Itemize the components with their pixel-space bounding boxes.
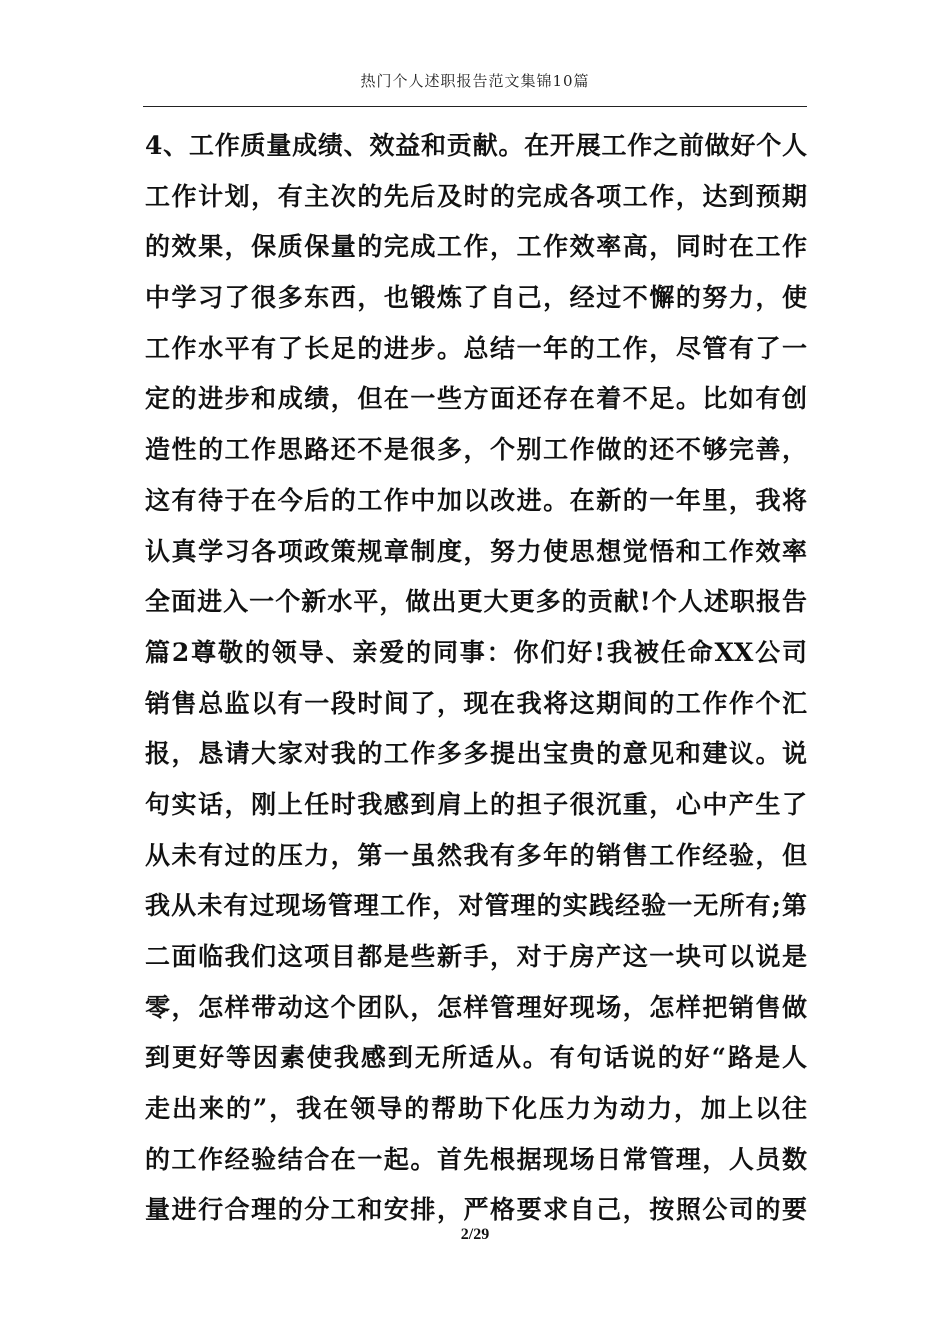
page-number: 2/29 (460, 1226, 490, 1243)
text-line: 篇2尊敬的领导、亲爱的同事：你们好!我被任命XX公司 (145, 637, 807, 667)
text-line: 到更好等因素使我感到无所适从。有句话说的好“路是人 (145, 1043, 807, 1073)
header-divider (143, 106, 807, 107)
text-line: 造性的工作思路还不是很多，个别工作做的还不够完善， (145, 435, 807, 465)
text-line: 走出来的”，我在领导的帮助下化压力为动力，加上以往 (145, 1094, 807, 1124)
text-line: 的效果，保质保量的完成工作，工作效率高，同时在工作 (145, 232, 807, 262)
text-line: 全面进入一个新水平，做出更大更多的贡献!个人述职报告 (145, 587, 807, 617)
text-line: 我从未有过现场管理工作，对管理的实践经验一无所有;第 (145, 891, 807, 921)
text-line: 从未有过的压力，第一虽然我有多年的销售工作经验，但 (145, 840, 807, 870)
document-body (145, 121, 807, 1236)
text-line: 认真学习各项政策规章制度，努力使思想觉悟和工作效率 (145, 536, 807, 566)
text-line: 定的进步和成绩，但在一些方面还存在着不足。比如有创 (145, 384, 807, 414)
text-line: 量进行合理的分工和安排，严格要求自己，按照公司的要 (145, 1195, 807, 1225)
text-line: 句实话，刚上任时我感到肩上的担子很沉重，心中产生了 (145, 789, 807, 819)
text-line: 二面临我们这项目都是些新手，对于房产这一块可以说是 (145, 942, 807, 971)
text-line: 中学习了很多东西，也锻炼了自己，经过不懈的努力，使 (145, 283, 807, 313)
page-header-title: 热门个人述职报告范文集锦10篇 (360, 72, 590, 90)
text-line: 工作水平有了长足的进步。总结一年的工作，尽管有了一 (145, 333, 807, 363)
text-line: 的工作经验结合在一起。首先根据现场日常管理，人员数 (145, 1144, 807, 1174)
text-line: 报，恳请大家对我的工作多多提出宝贵的意见和建议。说 (145, 739, 807, 769)
text-line: 4、工作质量成绩、效益和贡献。在开展工作之前做好个人 (145, 131, 807, 160)
text-line: 这有待于在今后的工作中加以改进。在新的一年里，我将 (145, 485, 807, 515)
text-line: 工作计划，有主次的先后及时的完成各项工作，达到预期 (145, 181, 807, 211)
text-line: 零，怎样带动这个团队，怎样管理好现场，怎样把销售做 (145, 992, 807, 1022)
text-line: 销售总监以有一段时间了，现在我将这期间的工作作个汇 (145, 688, 807, 718)
